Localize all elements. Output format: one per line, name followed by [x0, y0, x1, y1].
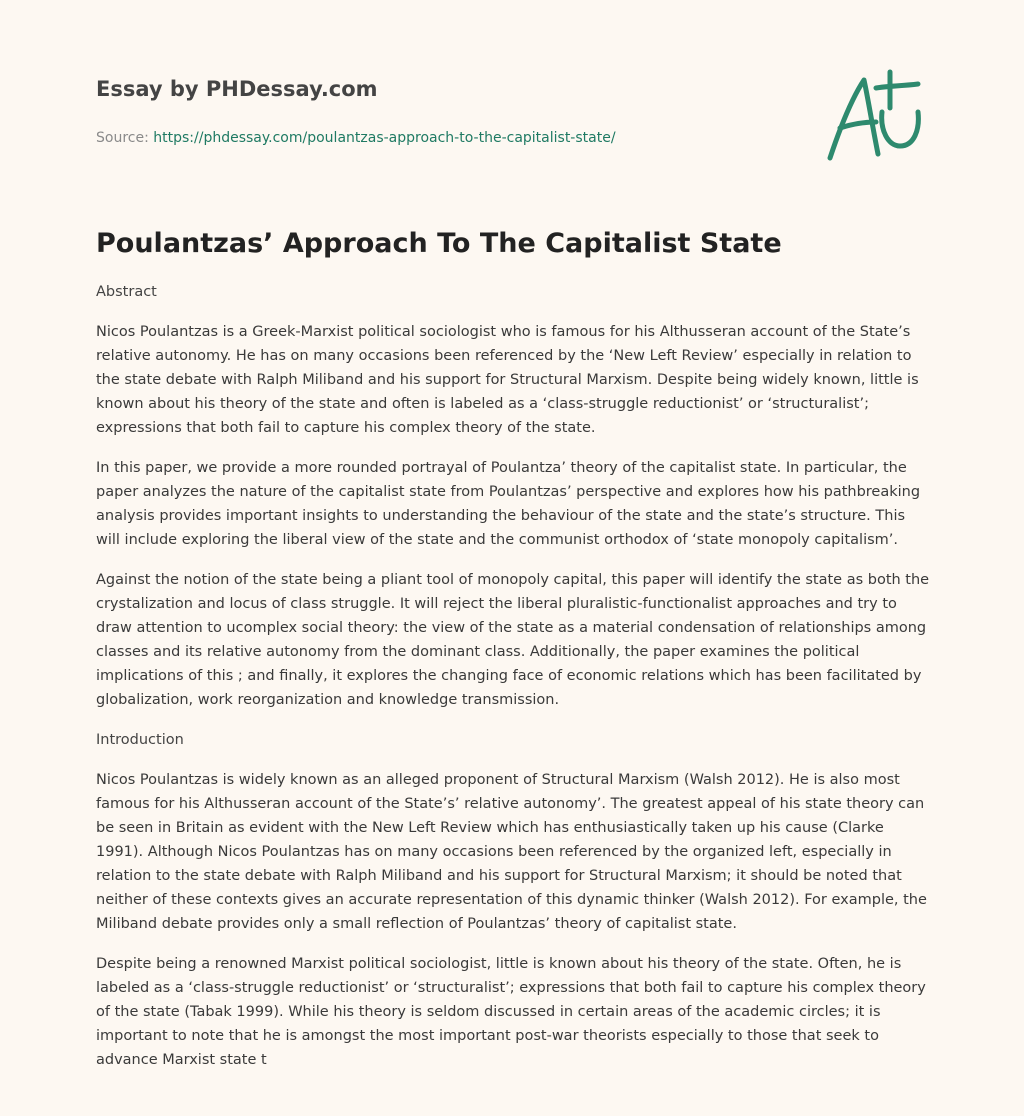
abstract-paragraph: Against the notion of the state being a pliant tool of monopoly capital, this paper will identify the state as both the crystalization and locus of class struggle. It will reject the liberal pluralistic-functionalist approaches and try to draw attention to ucomplex social theory: the view of the state as a material condensation of relationships among classes and its relative autonomy from the dominant class. Additionally, the paper examines the political implications of this ; and finally, it explores the changing face of economic relations which has been facilitated by globalization, work reorganization and knowledge transmission. [96, 572, 930, 708]
source-link[interactable]: https://phdessay.com/poulantzas-approach-to-the-capitalist-state/ [153, 130, 616, 146]
abstract-heading: Abstract [96, 284, 157, 300]
page-header [96, 74, 796, 148]
introduction-heading: Introduction [96, 732, 184, 748]
source-line [96, 128, 796, 148]
introduction-paragraph: Nicos Poulantzas is widely known as an alleged proponent of Structural Marxism (Walsh 2012). He is also most famous for his Althusseran account of the State’s’ relative autonomy’. The greatest appeal of his state theory can be seen in Britain as evident with the New Left Review which has enthusiastically taken up his cause (Clarke 1991). Although Nicos Poulantzas has on many occasions been referenced by the organized left, especially in relation to the state debate with Ralph Miliband and his support for Structural Marxism; it should be noted that neither of these contexts gives an accurate representation of this dynamic thinker (Walsh 2012). For example, the Miliband debate provides only a small reflection of Poulantzas’ theory of capitalist state. [96, 772, 927, 932]
a-plus-grade-icon [822, 68, 932, 168]
abstract-paragraph: Nicos Poulantzas is a Greek-Marxist political sociologist who is famous for his Althusseran account of the State’s relative autonomy. He has on many occasions been referenced by the ‘New Left Review’ especially in relation to the state debate with Ralph Miliband and his support for Structural Marxism. Despite being widely known, little is known about his theory of the state and often is labeled as a ‘class-struggle reductionist’ or ‘structuralist’; expressions that both fail to capture his complex theory of the state. [96, 324, 919, 436]
article-title: Poulantzas’ Approach To The Capitalist State [96, 228, 782, 259]
abstract-paragraph: In this paper, we provide a more rounded portrayal of Poulantza’ theory of the capitalist state. In particular, the paper analyzes the nature of the capitalist state from Poulantzas’ perspective and explores how his pathbreaking analysis provides important insights to understanding the behaviour of the state and the state’s structure. This will include exploring the liberal view of the state and the communist orthodox of ‘state monopoly capitalism’. [96, 460, 921, 548]
source-label: Source: [96, 130, 154, 146]
introduction-paragraph: Despite being a renowned Marxist political sociologist, little is known about his theory of the state. Often, he is labeled as a ‘class-struggle reductionist’ or ‘structuralist’; expressions that both fail to capture his complex theory of the state (Tabak 1999). While his theory is seldom discussed in certain areas of the academic circles; it is important to note that he is amongst the most important post-war theorists especially to those that seek to advance Marxist state t [96, 956, 926, 1068]
site-brand: Essay by PHDessay.com [96, 77, 378, 101]
article [96, 224, 930, 1088]
a-plus-grade-svg [822, 68, 932, 168]
